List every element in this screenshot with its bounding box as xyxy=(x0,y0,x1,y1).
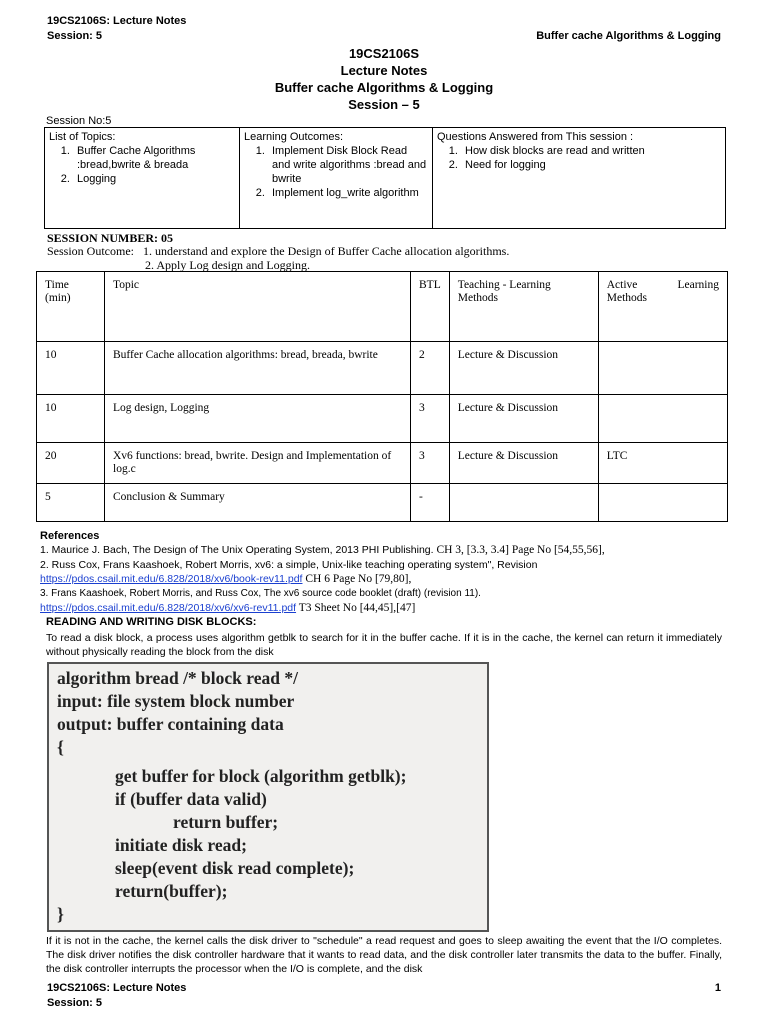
algo-line: return buffer; xyxy=(173,812,279,832)
header-course: 19CS2106S: Lecture Notes xyxy=(47,15,187,27)
algo-line: if (buffer data valid) xyxy=(115,789,267,809)
table-row xyxy=(37,395,728,443)
reference-3: 3. Frans Kaashoek, Robert Morris, and Russ Cox, The xv6 source code booklet (draft) (revision 11). xyxy=(40,588,481,599)
body-paragraph: If it is not in the cache, the kernel calls the disk driver to "schedule" a read request and goes to sleep awaiting the event that the I/O completes. The disk driver notifies the disk controller hardware that it wants to read data, and the disk controller later transmits the data to the buffer. Finally, the disk controller interrupts the processor when the I/O is complete, and the disk xyxy=(46,935,722,975)
cell-tlm: Lecture & Discussion xyxy=(449,443,598,484)
reference-2-pages: CH 6 Page No [79,80], xyxy=(302,573,412,585)
cell-btl: 2 xyxy=(411,342,450,395)
cell-topic: Conclusion & Summary xyxy=(105,484,411,522)
algo-line: input: file system block number xyxy=(57,691,295,711)
table-row xyxy=(37,443,728,484)
cell-btl: 3 xyxy=(411,395,450,443)
footer-session: Session: 5 xyxy=(47,997,103,1009)
question-item: 2. Need for logging xyxy=(461,158,721,172)
topic-item: 1. Buffer Cache Algorithms :bread,bwrite & breada xyxy=(73,144,235,172)
cell-alm xyxy=(598,342,727,395)
cell-topic: Buffer Cache allocation algorithms: bread, breada, bwrite xyxy=(105,342,411,395)
cell-topic: Xv6 functions: bread, bwrite. Design and Implementation of log.c xyxy=(105,443,411,484)
session-number: SESSION NUMBER: 05 xyxy=(47,231,174,245)
col-header-btl: BTL xyxy=(411,272,450,342)
reference-3-link-line xyxy=(40,601,415,615)
cell-alm xyxy=(598,395,727,443)
footer-course: 19CS2106S: Lecture Notes xyxy=(47,982,187,994)
cell-btl: - xyxy=(411,484,450,522)
algo-line: get buffer for block (algorithm getblk); xyxy=(115,766,407,786)
intro-paragraph: To read a disk block, a process uses algorithm getblk to search for it in the buffer cache. If it is in the cache, the kernel can return it immediately without physically reading the block from the disk xyxy=(46,632,722,658)
reference-3-link[interactable]: https://pdos.csail.mit.edu/6.828/2018/xv6/xv6-rev11.pdf xyxy=(40,602,297,614)
col-header-alm: Active Learning Methods xyxy=(598,272,727,342)
reference-1 xyxy=(40,543,605,557)
header-topic: Buffer cache Algorithms & Logging xyxy=(536,30,721,42)
algo-line: output: buffer containing data xyxy=(57,714,284,734)
outcomes-cell xyxy=(240,128,433,229)
page-number: 1 xyxy=(714,982,721,994)
reference-1-pages: CH 3, [3.3, 3.4] Page No [54,55,56], xyxy=(433,544,605,556)
outcome-item: 2. Implement log_write algorithm xyxy=(268,186,428,200)
cell-btl: 3 xyxy=(411,443,450,484)
references-heading: References xyxy=(40,530,100,542)
col-header-time: Time (min) xyxy=(37,272,105,342)
reference-2: 2. Russ Cox, Frans Kaashoek, Robert Morris, xv6: a simple, Unix-like teaching operating system", Revision xyxy=(40,559,538,571)
outcomes-head: Learning Outcomes: xyxy=(244,131,344,143)
cell-tlm: Lecture & Discussion xyxy=(449,395,598,443)
col-header-tlm: Teaching - Learning Methods xyxy=(449,272,598,342)
algo-line: algorithm bread /* block read */ xyxy=(57,668,298,688)
cell-time: 20 xyxy=(37,443,105,484)
session-outcome-label: Session Outcome: xyxy=(47,244,134,258)
header-session: Session: 5 xyxy=(47,30,103,42)
cell-time: 5 xyxy=(37,484,105,522)
topics-table xyxy=(44,127,726,229)
doc-subtitle: Lecture Notes xyxy=(340,63,428,78)
reference-2-link-line xyxy=(40,572,411,586)
reference-3-pages: T3 Sheet No [44,45],[47] xyxy=(296,602,416,614)
algo-line: sleep(event disk read complete); xyxy=(115,858,355,878)
topics-cell xyxy=(45,128,240,229)
cell-tlm xyxy=(449,484,598,522)
doc-title: Buffer cache Algorithms & Logging xyxy=(274,80,494,95)
col-header-topic: Topic xyxy=(105,272,411,342)
reference-1-text: 1. Maurice J. Bach, The Design of The Unix Operating System, 2013 PHI Publishing. xyxy=(40,544,434,556)
topics-head: List of Topics: xyxy=(49,131,116,143)
session-no: Session No:5 xyxy=(46,115,112,127)
session-outcome-1: 1. understand and explore the Design of Buffer Cache allocation algorithms. xyxy=(143,244,510,258)
algorithm-bread-figure xyxy=(47,662,489,932)
session-outcome-2: 2. Apply Log design and Logging. xyxy=(145,258,310,272)
doc-code: 19CS2106S xyxy=(348,46,420,61)
algo-line: initiate disk read; xyxy=(115,835,247,855)
question-item: 1. How disk blocks are read and written xyxy=(461,144,721,158)
questions-cell xyxy=(433,128,726,229)
questions-head: Questions Answered from This session : xyxy=(437,131,634,143)
schedule-table xyxy=(36,271,728,522)
section-heading: READING AND WRITING DISK BLOCKS: xyxy=(46,616,257,628)
cell-alm: LTC xyxy=(598,443,727,484)
schedule-header-row xyxy=(37,272,728,342)
algo-line: { xyxy=(57,737,64,757)
session-outcome xyxy=(47,244,509,259)
table-row xyxy=(37,342,728,395)
cell-topic: Log design, Logging xyxy=(105,395,411,443)
outcome-item: 1. Implement Disk Block Read and write algorithms :bread and bwrite xyxy=(268,144,428,186)
cell-alm xyxy=(598,484,727,522)
cell-time: 10 xyxy=(37,395,105,443)
table-row xyxy=(37,484,728,522)
reference-2-link[interactable]: https://pdos.csail.mit.edu/6.828/2018/xv6/book-rev11.pdf xyxy=(40,573,303,585)
topic-item: 2. Logging xyxy=(73,172,235,186)
algo-line: return(buffer); xyxy=(115,881,228,901)
cell-time: 10 xyxy=(37,342,105,395)
algo-line: } xyxy=(57,904,64,924)
doc-session: Session – 5 xyxy=(348,97,420,112)
cell-tlm: Lecture & Discussion xyxy=(449,342,598,395)
